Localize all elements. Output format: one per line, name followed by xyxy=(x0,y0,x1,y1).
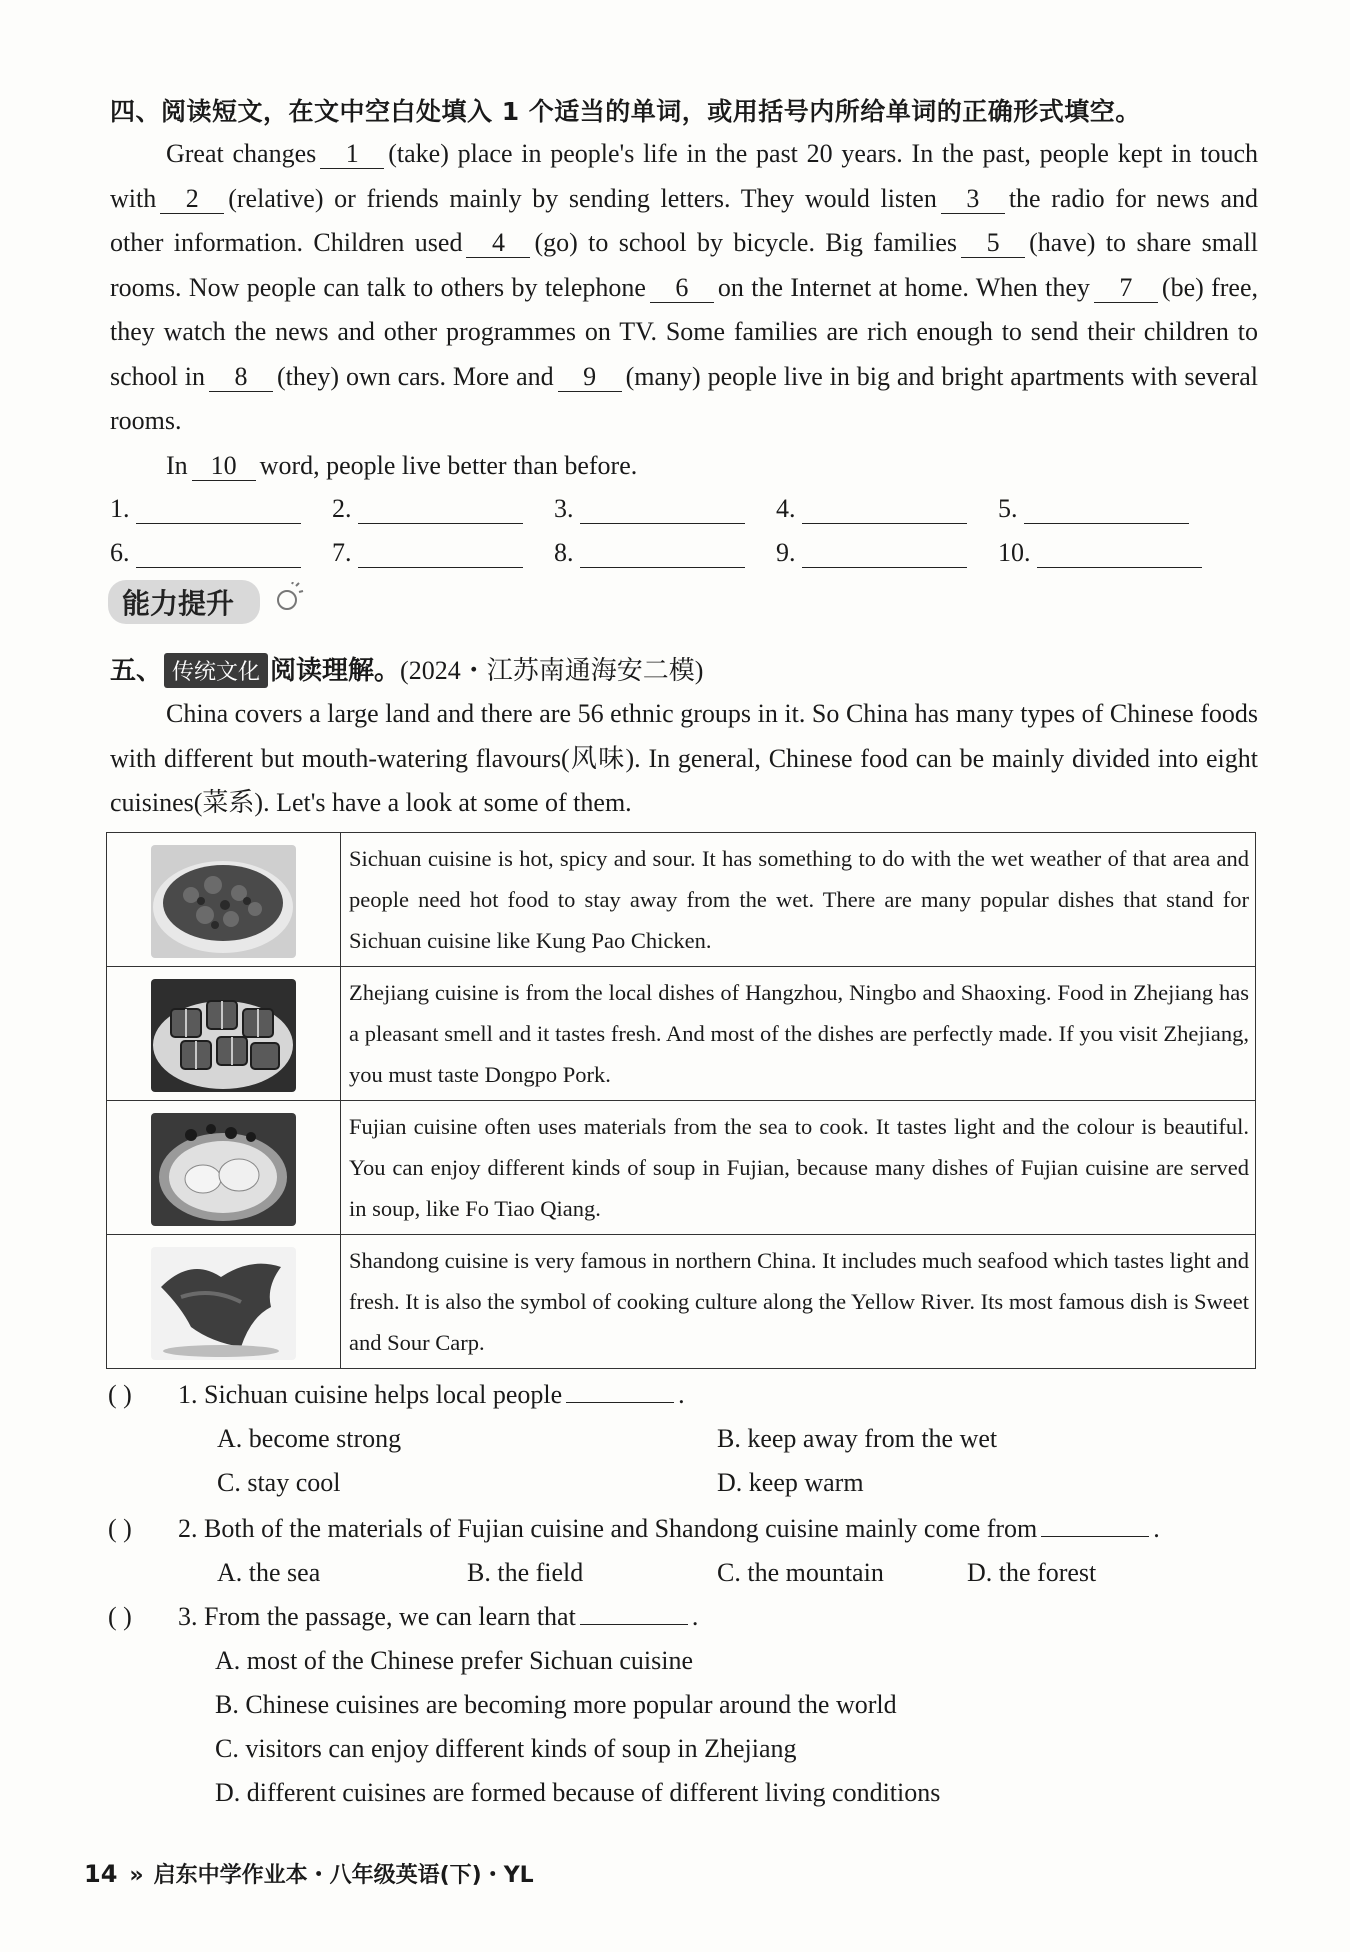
answer-slot-9[interactable]: 9. xyxy=(776,538,998,568)
option-1b[interactable]: B. keep away from the wet xyxy=(717,1424,998,1453)
answer-slot-10[interactable]: 10. xyxy=(998,538,1220,568)
answer-slot-5[interactable]: 5. xyxy=(998,494,1220,524)
book-title: 启东中学作业本・八年级英语(下)・YL xyxy=(153,1863,534,1888)
option-2d[interactable]: D. the forest xyxy=(967,1558,1097,1587)
answer-line[interactable] xyxy=(1024,497,1189,524)
question-1: ( ) 1. Sichuan cuisine helps local people . xyxy=(108,1380,685,1409)
answer-row-2 xyxy=(110,538,1260,568)
answer-line[interactable] xyxy=(802,541,967,568)
blank-5[interactable]: 5 xyxy=(961,229,1025,258)
cuisine-description: Zhejiang cuisine is from the local dishes of Hangzhou, Ningbo and Shaoxing. Food in Zhejiang has a pleasant smell and it tastes fresh. And most of the dishes are perfectly made. If you visit Zhejiang, you must taste Dongpo Pork. xyxy=(341,967,1256,1101)
cuisine-description: Shandong cuisine is very famous in northern China. It includes much seafood which tastes light and fresh. It is also the symbol of cooking culture along the Yellow River. Its most famous dish is Sweet and Sour Carp. xyxy=(341,1235,1256,1369)
blank-7[interactable]: 7 xyxy=(1094,274,1158,303)
answer-parentheses[interactable]: ( ) xyxy=(108,1514,132,1543)
answer-line[interactable] xyxy=(580,541,745,568)
fo-tiao-qiang-photo xyxy=(151,1113,296,1226)
blank-9[interactable]: 9 xyxy=(558,363,622,392)
answer-parentheses[interactable]: ( ) xyxy=(108,1380,132,1409)
blank-8[interactable]: 8 xyxy=(209,363,273,392)
sweet-sour-carp-photo xyxy=(151,1247,296,1360)
answer-slot-6[interactable]: 6. xyxy=(110,538,332,568)
lightbulb-icon xyxy=(274,582,304,616)
option-2a[interactable]: A. the sea xyxy=(217,1558,321,1587)
chevron-double-right-icon: » xyxy=(129,1863,144,1888)
option-1c[interactable]: C. stay cool xyxy=(217,1468,341,1497)
option-3b[interactable]: B. Chinese cuisines are becoming more popular around the world xyxy=(215,1690,897,1719)
answer-parentheses[interactable]: ( ) xyxy=(108,1602,132,1631)
table-row xyxy=(107,967,1256,1101)
answer-slot-7[interactable]: 7. xyxy=(332,538,554,568)
table-row xyxy=(107,1235,1256,1369)
cuisine-table xyxy=(106,832,1256,1369)
question-2: ( ) 2. Both of the materials of Fujian cuisine and Shandong cuisine mainly come from . xyxy=(108,1514,1160,1543)
cuisine-description: Sichuan cuisine is hot, spicy and sour. It has something to do with the wet weather of that area and people need hot food to stay away from the wet. There are many popular dishes that stand for Sichuan cuisine like Kung Pao Chicken. xyxy=(341,833,1256,967)
blank-2[interactable]: 2 xyxy=(160,185,224,214)
dongpo-pork-photo xyxy=(151,979,296,1092)
blank-1[interactable]: 1 xyxy=(320,140,384,169)
blank-6[interactable]: 6 xyxy=(650,274,714,303)
answer-slot-1[interactable]: 1. xyxy=(110,494,332,524)
page-footer xyxy=(84,1858,534,1889)
question-3: ( ) 3. From the passage, we can learn that . xyxy=(108,1602,699,1631)
option-2b[interactable]: B. the field xyxy=(467,1558,584,1587)
question-blank[interactable] xyxy=(566,1402,674,1403)
option-3c[interactable]: C. visitors can enjoy different kinds of soup in Zhejiang xyxy=(215,1734,797,1763)
option-3a[interactable]: A. most of the Chinese prefer Sichuan cuisine xyxy=(215,1646,693,1675)
option-2c[interactable]: C. the mountain xyxy=(717,1558,884,1587)
answer-line[interactable] xyxy=(580,497,745,524)
answer-slot-3[interactable]: 3. xyxy=(554,494,776,524)
option-1d[interactable]: D. keep warm xyxy=(717,1468,864,1497)
option-1a[interactable]: A. become strong xyxy=(217,1424,402,1453)
traditional-culture-tag: 传统文化 xyxy=(164,653,268,688)
answer-line[interactable] xyxy=(358,497,523,524)
table-row xyxy=(107,833,1256,967)
answer-slot-2[interactable]: 2. xyxy=(332,494,554,524)
answer-line[interactable] xyxy=(358,541,523,568)
page-number: 14 xyxy=(84,1860,118,1888)
answer-line[interactable] xyxy=(1037,541,1202,568)
section4-heading: 四、阅读短文，在文中空白处填入 1 个适当的单词，或用括号内所给单词的正确形式填空。 xyxy=(110,97,1141,126)
answer-line[interactable] xyxy=(136,497,301,524)
blank-3[interactable]: 3 xyxy=(941,185,1005,214)
cloze-passage xyxy=(110,132,1258,488)
option-3d[interactable]: D. different cuisines are formed because of different living conditions xyxy=(215,1778,941,1807)
blank-10[interactable]: 10 xyxy=(192,452,256,481)
kung-pao-chicken-photo xyxy=(151,845,296,958)
cloze-paragraph-2: In 10 word, people live better than before. xyxy=(166,450,638,480)
section5-heading: 五、 传统文化 阅读理解。(2024・江苏南通海安二模) xyxy=(110,650,703,688)
answer-row-1 xyxy=(110,494,1260,524)
reading-intro: China covers a large land and there are 56 ethnic groups in it. So China has many types of Chinese foods with different but mouth-watering flavours(风味). In general, Chinese food can be mainly divided into eight cuisines(菜系). Let's have a look at some of them. xyxy=(110,699,1258,817)
ability-badge-label: 能力提升 xyxy=(108,580,260,624)
answer-slot-4[interactable]: 4. xyxy=(776,494,998,524)
question-blank[interactable] xyxy=(1041,1536,1149,1537)
ability-badge xyxy=(108,580,260,624)
answer-line[interactable] xyxy=(136,541,301,568)
table-row xyxy=(107,1101,1256,1235)
cloze-paragraph-1: Great changes 1 (take) place in people's life in the past 20 years. In the past, people kept in touch with 2 (relative) or friends mainly by sending letters. They would listen 3 the radio for news and other information. Children used 4 (go) to school by bicycle. Big families 5 (have) to share small rooms. Now people can talk to others by telephone 6 on the Internet at home. When they 7 (be) free, they watch the news and other programmes on TV. Some families are rich enough to send their children to school in 8 (they) own cars. More and 9 (many) people live in big and bright apartments with several rooms. xyxy=(110,139,1259,435)
blank-4[interactable]: 4 xyxy=(466,229,530,258)
answer-line[interactable] xyxy=(802,497,967,524)
cuisine-description: Fujian cuisine often uses materials from the sea to cook. It tastes light and the colour is beautiful. You can enjoy different kinds of soup in Fujian, because many dishes of Fujian cuisine are served in soup, like Fo Tiao Qiang. xyxy=(341,1101,1256,1235)
answer-slot-8[interactable]: 8. xyxy=(554,538,776,568)
question-blank[interactable] xyxy=(580,1624,688,1625)
